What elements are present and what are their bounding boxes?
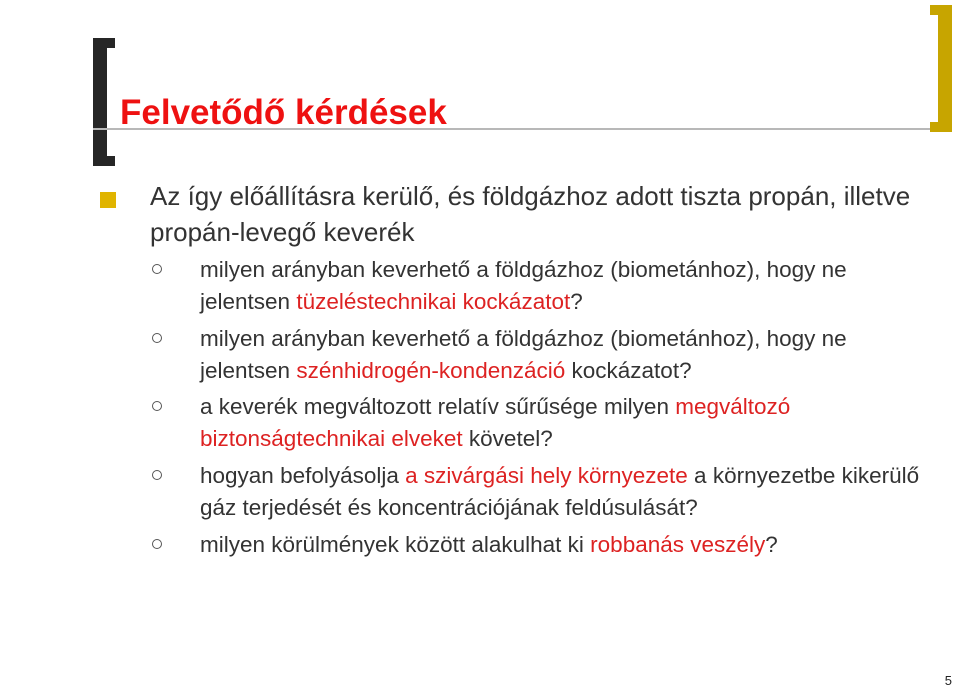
question-item bbox=[140, 460, 940, 524]
question-list bbox=[140, 254, 940, 566]
circle-bullet-icon bbox=[152, 470, 162, 480]
question-item bbox=[140, 391, 940, 455]
circle-bullet-icon bbox=[152, 264, 162, 274]
question-highlight: megváltozó biztonságtechnikai elveket bbox=[200, 394, 791, 451]
question-item bbox=[140, 254, 940, 318]
question-item bbox=[140, 529, 940, 561]
question-highlight: a szivárgási hely környezete bbox=[405, 463, 688, 488]
question-text: a környezetbe kikerülő gáz terjedését és koncentrációjának feldúsulását? bbox=[200, 463, 920, 520]
question-highlight: szénhidrogén-kondenzáció bbox=[296, 358, 566, 383]
question-text: milyen arányban keverhető a földgázhoz (biometánhoz), hogy ne jelentsen bbox=[200, 326, 847, 383]
question-text: ? bbox=[570, 289, 583, 314]
question-item bbox=[140, 323, 940, 387]
circle-bullet-icon bbox=[152, 539, 162, 549]
circle-bullet-icon bbox=[152, 401, 162, 411]
question-text: követel? bbox=[462, 426, 553, 451]
question-text: a keverék megváltozott relatív sűrűsége milyen bbox=[200, 394, 676, 419]
right-bracket-decoration bbox=[930, 5, 952, 132]
question-highlight: robbanás veszély bbox=[590, 532, 766, 557]
question-highlight: tüzeléstechnikai kockázatot bbox=[296, 289, 571, 314]
page-number: 5 bbox=[944, 673, 952, 688]
slide-title: Felvetődő kérdések bbox=[120, 93, 447, 132]
question-text: hogyan befolyásolja bbox=[200, 463, 406, 488]
question-text: milyen arányban keverhető a földgázhoz (biometánhoz), hogy ne jelentsen bbox=[200, 257, 847, 314]
left-bracket-decoration bbox=[93, 38, 115, 166]
question-text: kockázatot? bbox=[565, 358, 692, 383]
square-bullet-icon bbox=[100, 192, 116, 208]
main-point: Az így előállításra kerülő, és földgázhoz adott tiszta propán, illetve propán-levegő keverék bbox=[150, 181, 911, 247]
question-text: milyen körülmények között alakulhat ki bbox=[200, 532, 591, 557]
question-text: ? bbox=[765, 532, 778, 557]
circle-bullet-icon bbox=[152, 333, 162, 343]
